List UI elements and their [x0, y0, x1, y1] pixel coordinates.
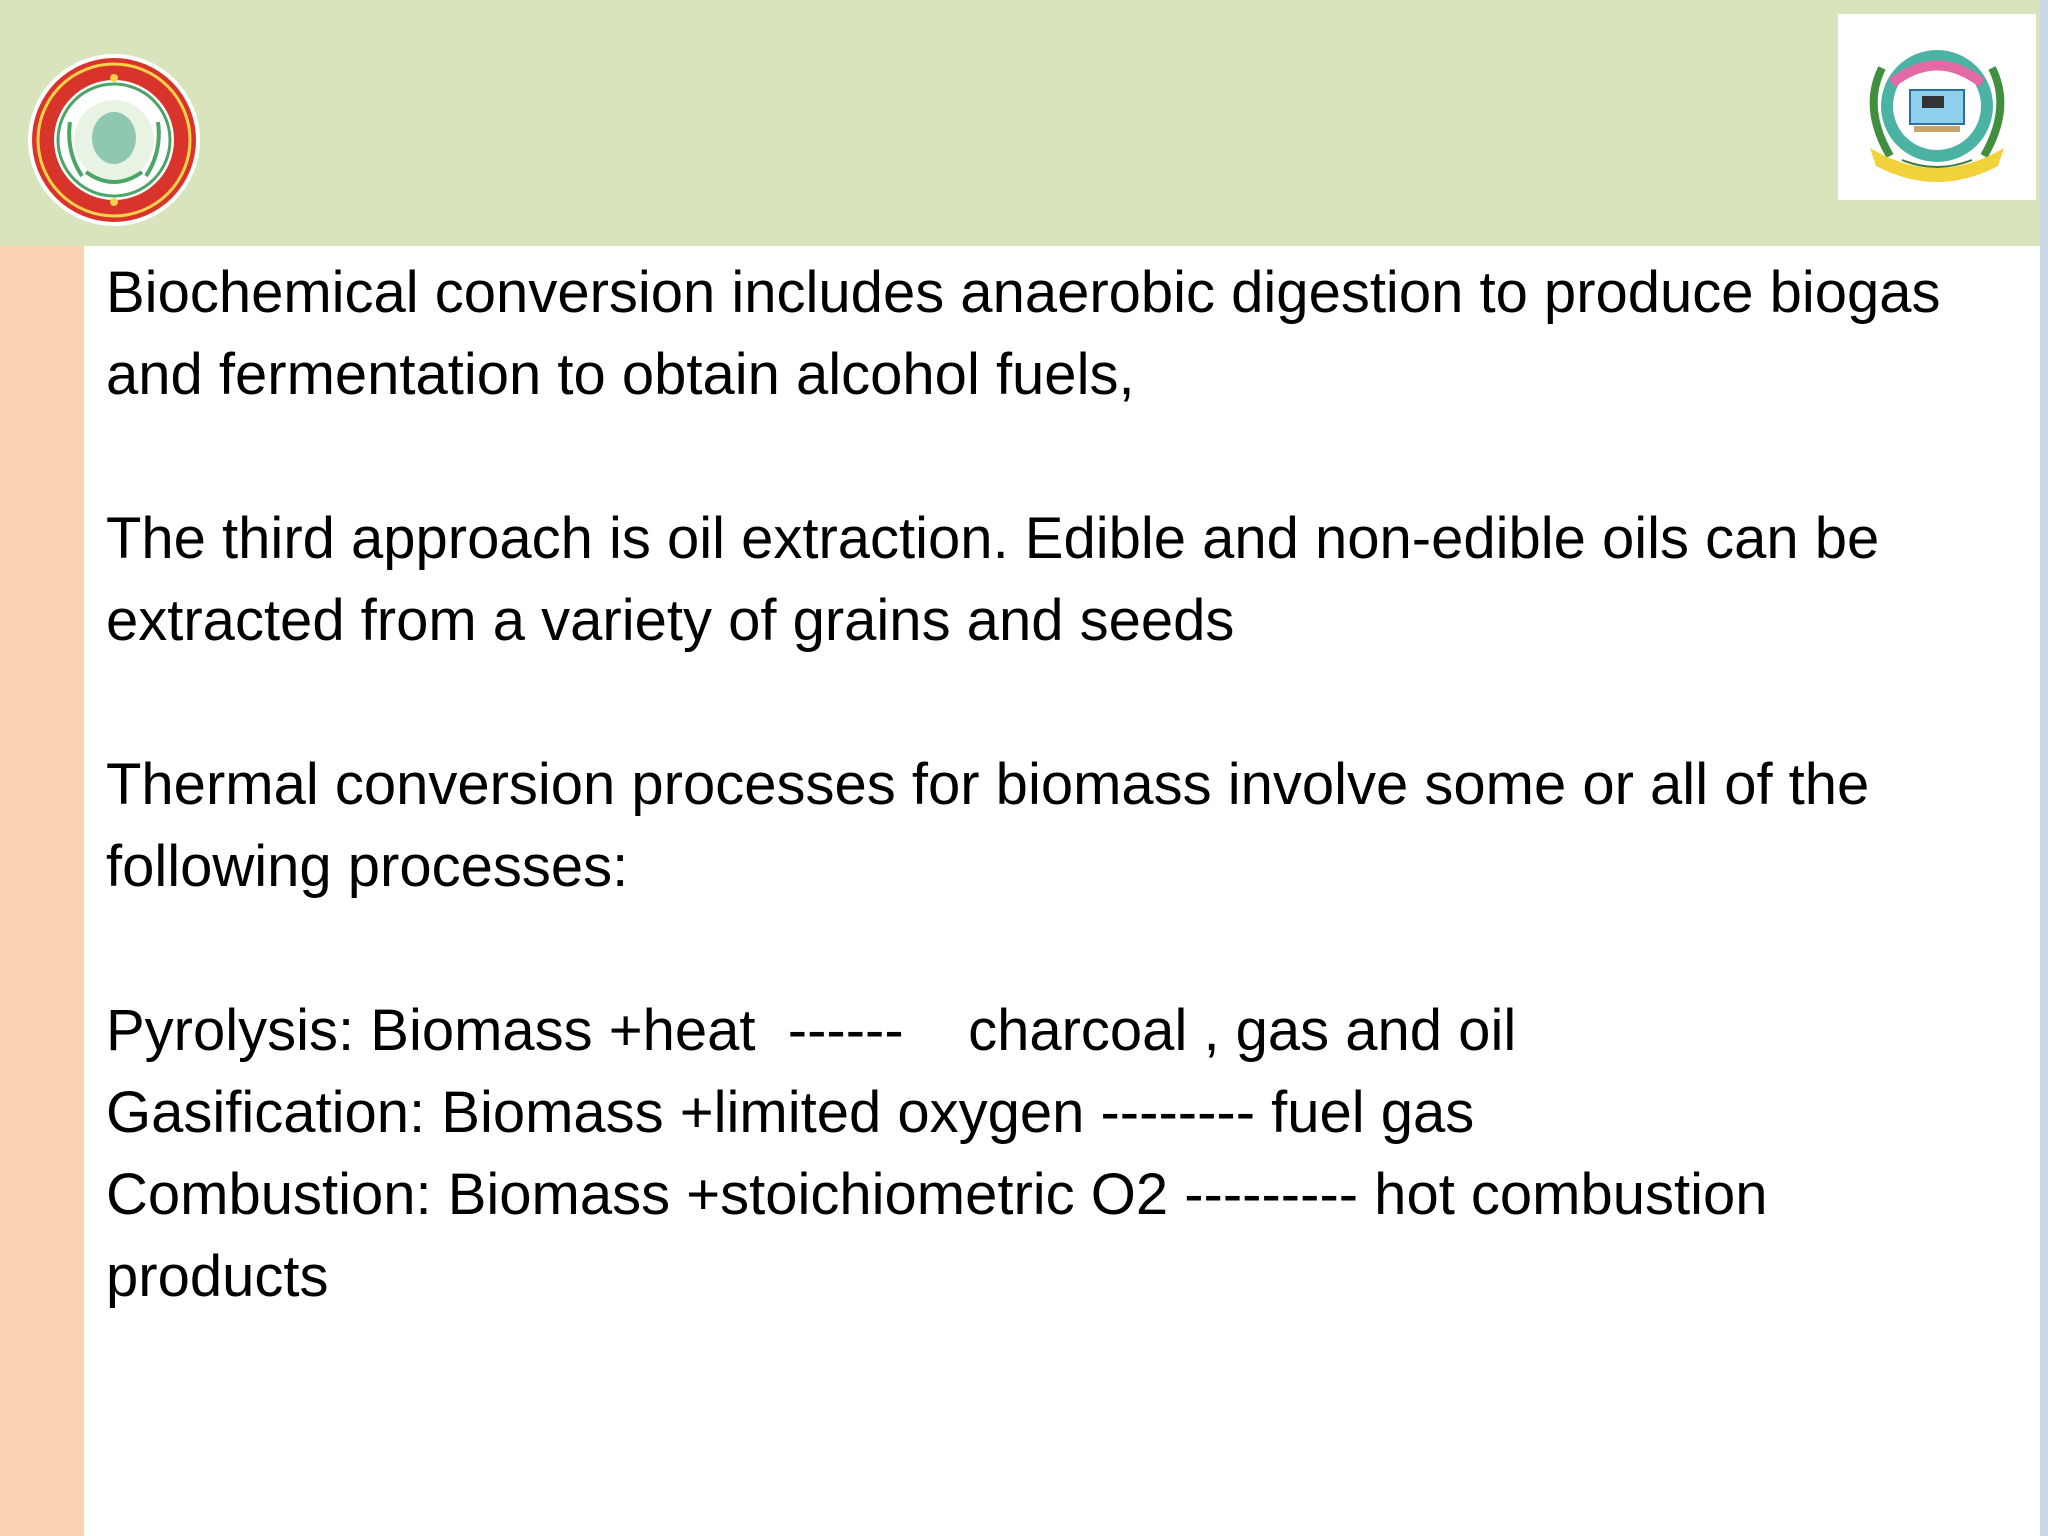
university-seal-icon	[26, 52, 202, 228]
right-edge-strip	[2040, 0, 2048, 1536]
header-band	[0, 0, 2040, 246]
slide-body	[106, 252, 1986, 1318]
college-emblem-icon	[1852, 28, 2022, 188]
process-combustion: Combustion: Biomass +stoichiometric O2 --------- hot combustion products	[106, 1162, 1784, 1309]
paragraph-biochemical: Biochemical conversion includes anaerobic digestion to produce biogas and fermentation to obtain alcohol fuels,	[106, 260, 1941, 407]
process-pyrolysis: Pyrolysis: Biomass +heat ------ charcoal , gas and oil	[106, 998, 1517, 1063]
left-accent-band	[0, 246, 84, 1536]
paragraph-thermal-conversion: Thermal conversion processes for biomass involve some or all of the following processes:	[106, 752, 1870, 899]
process-gasification: Gasification: Biomass +limited oxygen -------- fuel gas	[106, 1080, 1475, 1145]
paragraph-oil-extraction: The third approach is oil extraction. Edible and non-edible oils can be extracted from a variety of grains and seeds	[106, 506, 1880, 653]
right-logo-frame	[1838, 14, 2036, 200]
